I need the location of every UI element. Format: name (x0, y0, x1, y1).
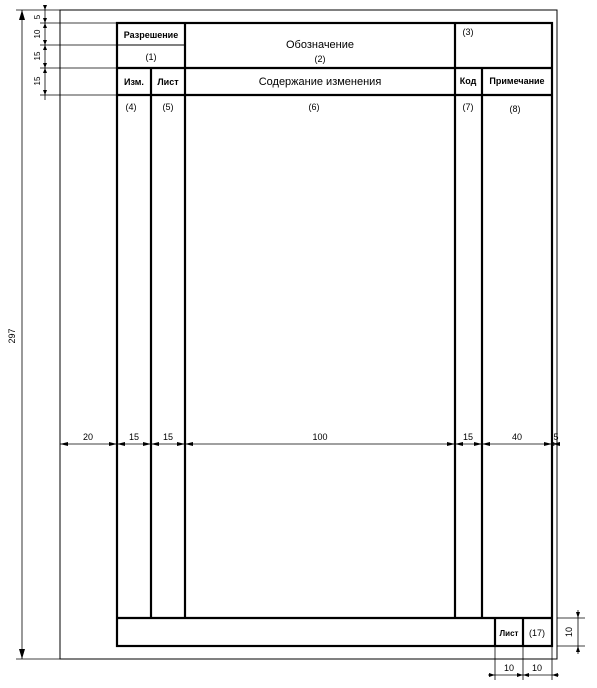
dim-label-15a: 15 (33, 51, 42, 61)
soderzhanie-label: Содержание изменения (258, 76, 382, 88)
list-label: Лист (157, 77, 179, 87)
field-number-5: (5) (162, 102, 174, 112)
footer-list-label: Лист (499, 629, 519, 638)
field-number-8: (8) (509, 104, 521, 114)
field-number-2: (2) (314, 54, 326, 64)
razreshenie-label: Разрешение (123, 30, 179, 40)
dim-label-footer-10: 10 (564, 626, 574, 638)
field-number-4: (4) (125, 102, 137, 112)
dim-label-5: 5 (33, 14, 42, 20)
dim-label-20: 20 (82, 432, 94, 442)
form-frame (117, 23, 552, 646)
field-number-6: (6) (308, 102, 320, 112)
dim-label-40: 40 (511, 432, 523, 442)
dim-label-5-right: 5 (553, 432, 559, 442)
dim-label-15b: 15 (33, 76, 42, 86)
dim-label-15-kod: 15 (462, 432, 474, 442)
arrow-height-top (19, 10, 25, 20)
dim-label-15-izm: 15 (128, 432, 140, 442)
primechanie-label: Примечание (489, 76, 545, 86)
field-number-3: (3) (462, 27, 474, 37)
dim-label-height-total: 297 (7, 328, 17, 344)
dim-label-footer-10a: 10 (503, 663, 515, 673)
dim-label-footer-10b: 10 (531, 663, 543, 673)
kod-label: Код (459, 76, 477, 86)
oboznachenie-label: Обозначение (285, 39, 355, 51)
field-number-7: (7) (462, 102, 474, 112)
izm-label: Изм. (124, 77, 144, 87)
field-number-17: (17) (528, 628, 546, 638)
field-number-1: (1) (145, 52, 157, 62)
arrow-height-bottom (19, 649, 25, 659)
dim-label-100: 100 (312, 432, 328, 442)
dim-label-10: 10 (33, 29, 42, 39)
dim-label-15-list: 15 (162, 432, 174, 442)
